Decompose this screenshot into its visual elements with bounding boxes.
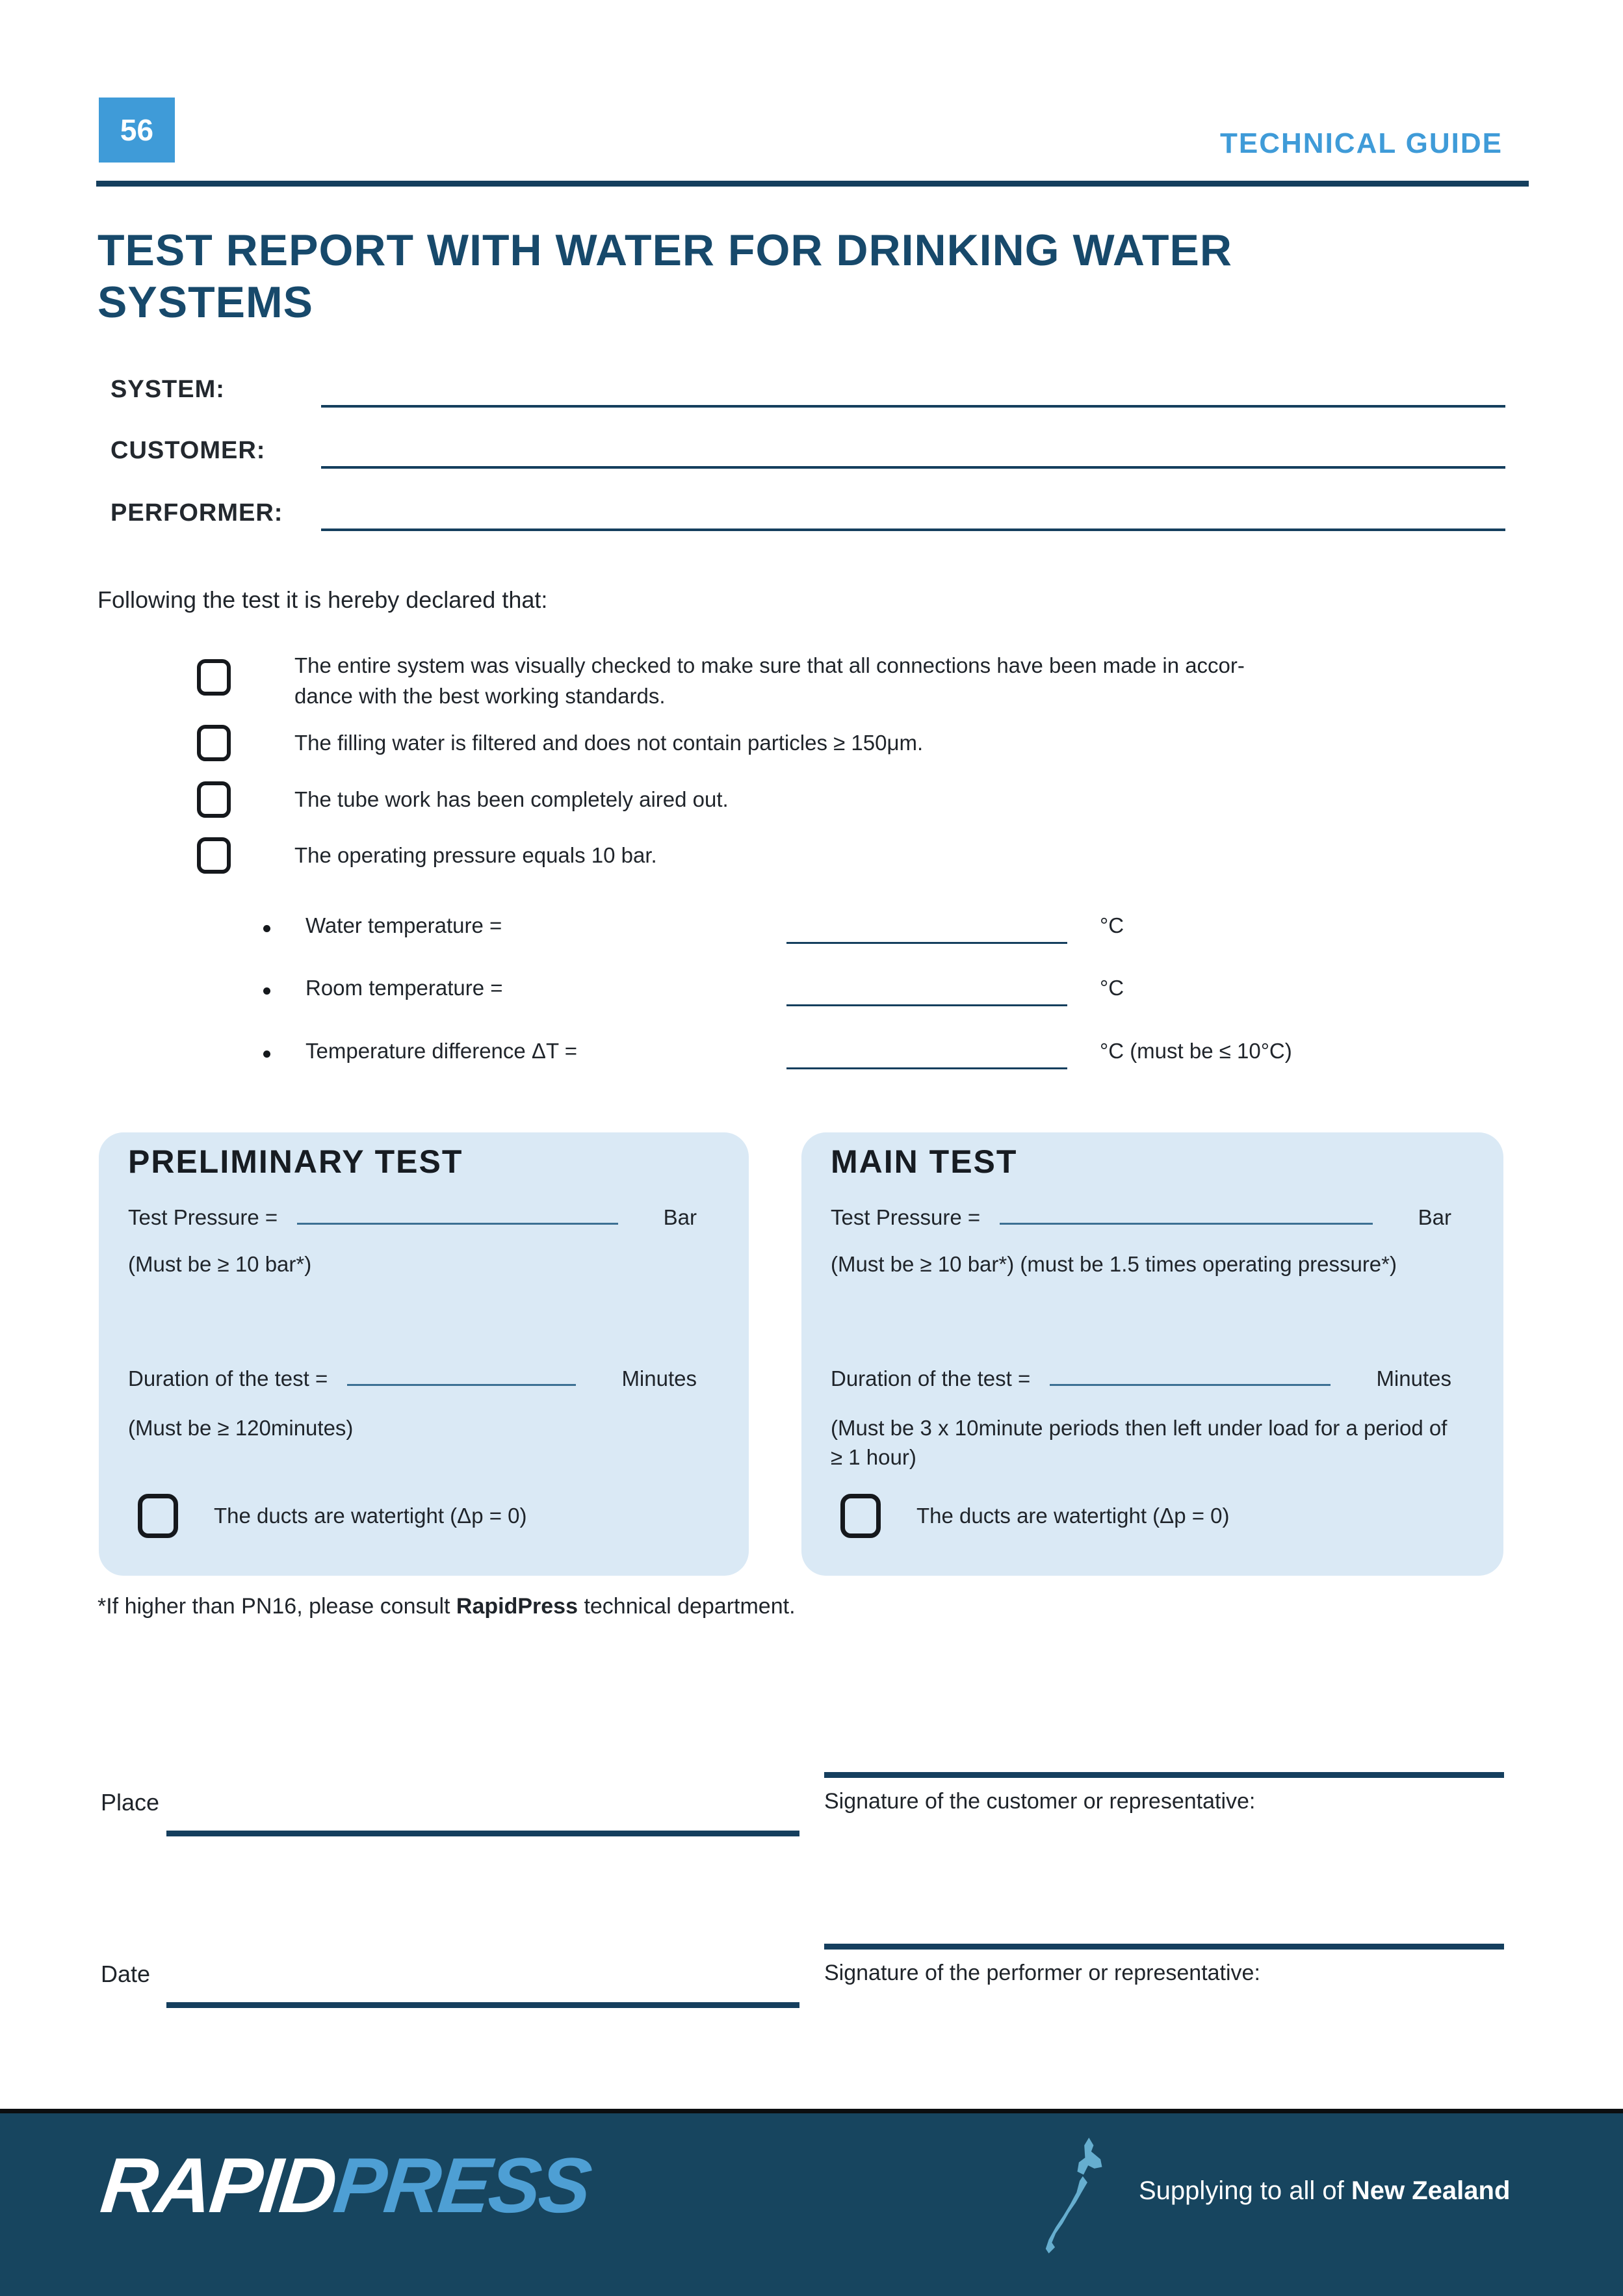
preliminary-pressure-input-line[interactable] xyxy=(297,1200,617,1225)
preliminary-duration-row xyxy=(128,1361,697,1391)
place-label: Place xyxy=(101,1789,160,1816)
water-temperature-label: Water temperature = xyxy=(305,913,502,937)
checklist-row xyxy=(197,837,657,874)
main-duration-row xyxy=(831,1361,1451,1391)
preliminary-duration-note: (Must be ≥ 120minutes) xyxy=(128,1416,354,1440)
bullet-icon xyxy=(263,1050,270,1058)
main-watertight-label: The ducts are watertight (Δp = 0) xyxy=(916,1504,1230,1528)
checklist-checkbox-4[interactable] xyxy=(197,837,231,874)
customer-signature-label: Signature of the customer or representative: xyxy=(824,1789,1256,1814)
page-number-badge xyxy=(99,98,175,163)
field-label-system: SYSTEM: xyxy=(110,376,225,403)
measurement-row-room-temperature xyxy=(263,976,1537,1015)
preliminary-pressure-note: (Must be ≥ 10 bar*) xyxy=(128,1252,312,1276)
page-title-line-1: TEST REPORT WITH WATER FOR DRINKING WATER xyxy=(97,226,1232,275)
preliminary-duration-label: Duration of the test = xyxy=(128,1366,328,1390)
room-temperature-input-line[interactable] xyxy=(786,1004,1067,1006)
main-duration-label: Duration of the test = xyxy=(831,1366,1031,1390)
checklist-row xyxy=(197,725,923,761)
main-test-panel xyxy=(801,1132,1503,1576)
bullet-icon xyxy=(263,987,270,995)
main-watertight-checkbox[interactable] xyxy=(840,1494,881,1538)
main-pressure-row xyxy=(831,1200,1451,1230)
main-watertight-row xyxy=(840,1494,1230,1538)
measurement-row-water-temperature xyxy=(263,913,1537,952)
checklist-row xyxy=(197,781,729,818)
brand-name: RapidPress xyxy=(456,1594,578,1619)
main-pressure-note: (Must be ≥ 10 bar*) (must be 1.5 times operating pressure*) xyxy=(831,1252,1397,1276)
footer-tagline-bold: New Zealand xyxy=(1351,2176,1511,2205)
preliminary-watertight-row xyxy=(138,1494,527,1538)
new-zealand-map-icon xyxy=(1041,2136,1126,2260)
checklist-checkbox-3[interactable] xyxy=(197,781,231,818)
room-temperature-label: Room temperature = xyxy=(305,976,503,1000)
main-pressure-input-line[interactable] xyxy=(1000,1200,1372,1225)
room-temperature-unit: °C xyxy=(1100,976,1124,1000)
page-title-line-2: SYSTEMS xyxy=(97,278,313,327)
main-duration-note: (Must be 3 x 10minute periods then left under load for a period of ≥ 1 hour) xyxy=(831,1416,1448,1469)
preliminary-pressure-row xyxy=(128,1200,697,1230)
water-temperature-unit: °C xyxy=(1100,913,1124,937)
temperature-difference-unit: °C (must be ≤ 10°C) xyxy=(1100,1039,1292,1063)
checklist-item-1: The entire system was visually checked to make sure that all connections have been made in accor- dance with the best working standards. xyxy=(294,653,1245,708)
main-pressure-label: Test Pressure = xyxy=(831,1205,981,1229)
system-input-line[interactable] xyxy=(321,405,1505,408)
place-input-line[interactable] xyxy=(166,1831,799,1836)
footnote: *If higher than PN16, please consult RapidPress technical department. xyxy=(97,1594,796,1619)
preliminary-pressure-label: Test Pressure = xyxy=(128,1205,278,1229)
checklist-item-2: The filling water is filtered and does not contain particles ≥ 150μm. xyxy=(294,731,924,755)
performer-signature-line[interactable] xyxy=(824,1944,1504,1950)
preliminary-test-panel xyxy=(99,1132,749,1576)
date-label: Date xyxy=(101,1961,151,1987)
main-test-title: MAIN TEST xyxy=(831,1143,1018,1180)
main-duration-unit: Minutes xyxy=(1376,1366,1451,1390)
declaration-intro: Following the test it is hereby declared that: xyxy=(97,586,548,613)
checklist-item-4: The operating pressure equals 10 bar. xyxy=(294,843,657,867)
preliminary-duration-input-line[interactable] xyxy=(347,1361,576,1386)
logo-rapid-text: RAPID xyxy=(97,2142,339,2229)
main-pressure-unit: Bar xyxy=(1418,1205,1451,1229)
field-label-customer: CUSTOMER: xyxy=(110,437,266,464)
checklist-row xyxy=(197,653,1245,711)
temperature-difference-label: Temperature difference ΔT = xyxy=(305,1039,577,1063)
preliminary-test-title: PRELIMINARY TEST xyxy=(128,1143,463,1180)
date-input-line[interactable] xyxy=(166,2002,799,2008)
checklist-checkbox-2[interactable] xyxy=(197,725,231,761)
preliminary-pressure-unit: Bar xyxy=(663,1205,697,1229)
measurement-row-temperature-difference xyxy=(263,1039,1537,1078)
footer-tagline: Supplying to all of New Zealand xyxy=(1139,2176,1511,2205)
water-temperature-input-line[interactable] xyxy=(786,942,1067,944)
page-title xyxy=(97,224,1232,328)
bullet-icon xyxy=(263,925,270,932)
preliminary-watertight-label: The ducts are watertight (Δp = 0) xyxy=(214,1504,527,1528)
header-divider xyxy=(96,181,1529,187)
main-duration-input-line[interactable] xyxy=(1050,1361,1331,1386)
customer-signature-line[interactable] xyxy=(824,1772,1504,1778)
preliminary-watertight-checkbox[interactable] xyxy=(138,1494,178,1538)
performer-input-line[interactable] xyxy=(321,528,1505,531)
temperature-difference-input-line[interactable] xyxy=(786,1067,1067,1069)
checklist-checkbox-1[interactable] xyxy=(197,659,231,696)
section-title: TECHNICAL GUIDE xyxy=(1220,127,1503,159)
preliminary-duration-unit: Minutes xyxy=(621,1366,697,1390)
performer-signature-label: Signature of the performer or representative: xyxy=(824,1961,1260,1985)
field-label-performer: PERFORMER: xyxy=(110,499,283,527)
page-number: 56 xyxy=(120,113,154,147)
customer-input-line[interactable] xyxy=(321,466,1505,469)
checklist-item-3: The tube work has been completely aired out. xyxy=(294,787,729,811)
rapidpress-logo xyxy=(97,2142,594,2229)
logo-press-text: PRESS xyxy=(330,2142,594,2229)
